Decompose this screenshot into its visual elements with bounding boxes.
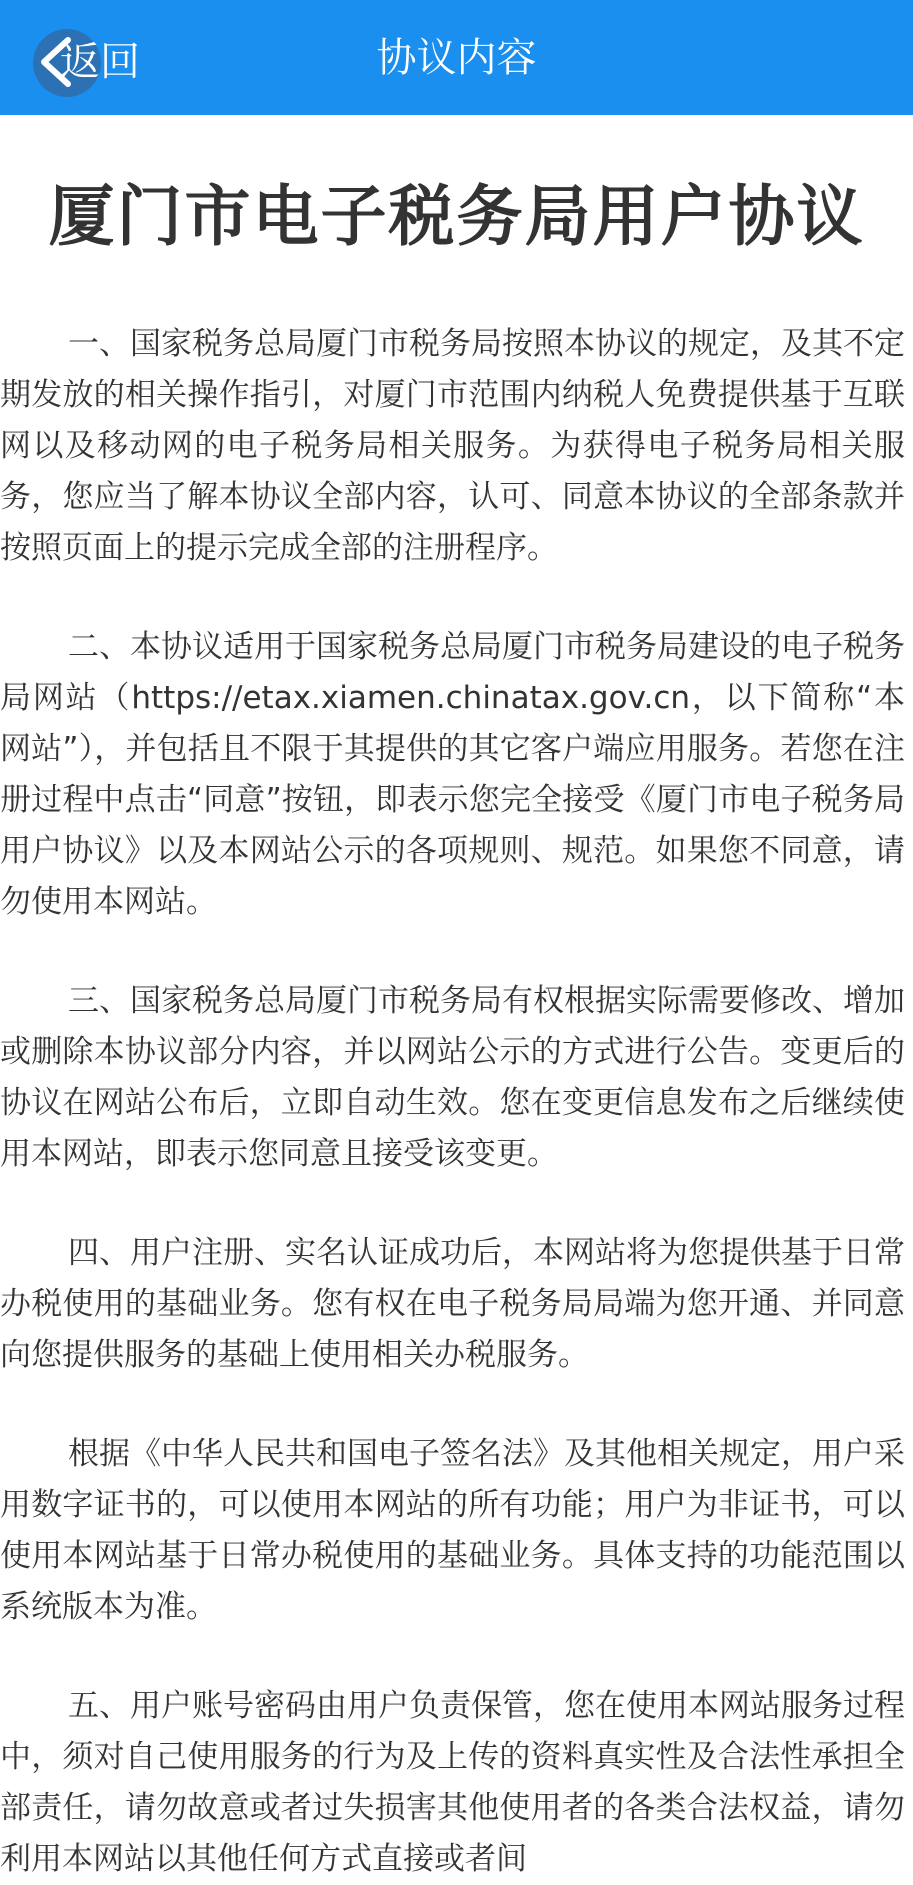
back-label: 返回 [60,39,140,85]
agreement-content [0,115,913,1885]
agreement-paragraph: 根据《中华人民共和国电子签名法》及其他相关规定，用户采用数字证书的，可以使用本网站的所有功能；用户为非证书，可以使用本网站基于日常办税使用的基础业务。具体支持的功能范围以系统版本为准。 [0,1436,905,1625]
top-navigation-bar [0,0,913,115]
agreement-paragraph: 五、用户账号密码由用户负责保管，您在使用本网站服务过程中，须对自己使用服务的行为及上传的资料真实性及合法性承担全部责任，请勿故意或者过失损害其他使用者的各类合法权益，请勿利用本网站以其他任何方式直接或者间 [0,1688,905,1877]
page-title: 协议内容 [376,35,537,81]
agreement-paragraph: 四、用户注册、实名认证成功后，本网站将为您提供基于日常办税使用的基础业务。您有权在电子税务局局端为您开通、并同意向您提供服务的基础上使用相关办税服务。 [0,1235,905,1373]
agreement-paragraph: 三、国家税务总局厦门市税务局有权根据实际需要修改、增加或删除本协议部分内容，并以网站公示的方式进行公告。变更后的协议在网站公布后，立即自动生效。您在变更信息发布之后继续使用本网站，即表示您同意且接受该变更。 [0,983,905,1172]
agreement-paragraph: 一、国家税务总局厦门市税务局按照本协议的规定，及其不定期发放的相关操作指引，对厦门市范围内纳税人免费提供基于互联网以及移动网的电子税务局相关服务。为获得电子税务局相关服务，您应当了解本协议全部内容，认可、同意本协议的全部条款并按照页面上的提示完成全部的注册程序。 [0,326,905,566]
document-title: 厦门市电子税务局用户协议 [48,178,865,255]
agreement-paragraph: 二、本协议适用于国家税务总局厦门市税务局建设的电子税务局网站（https://etax.xiamen.chinatax.gov.cn，以下简称“本网站”），并包括且不限于其提供的其它客户端应用服务。若您在注册过程中点击“同意”按钮，即表示您完全接受《厦门市电子税务局用户协议》以及本网站公示的各项规则、规范。如果您不同意，请勿使用本网站。 [0,629,905,920]
